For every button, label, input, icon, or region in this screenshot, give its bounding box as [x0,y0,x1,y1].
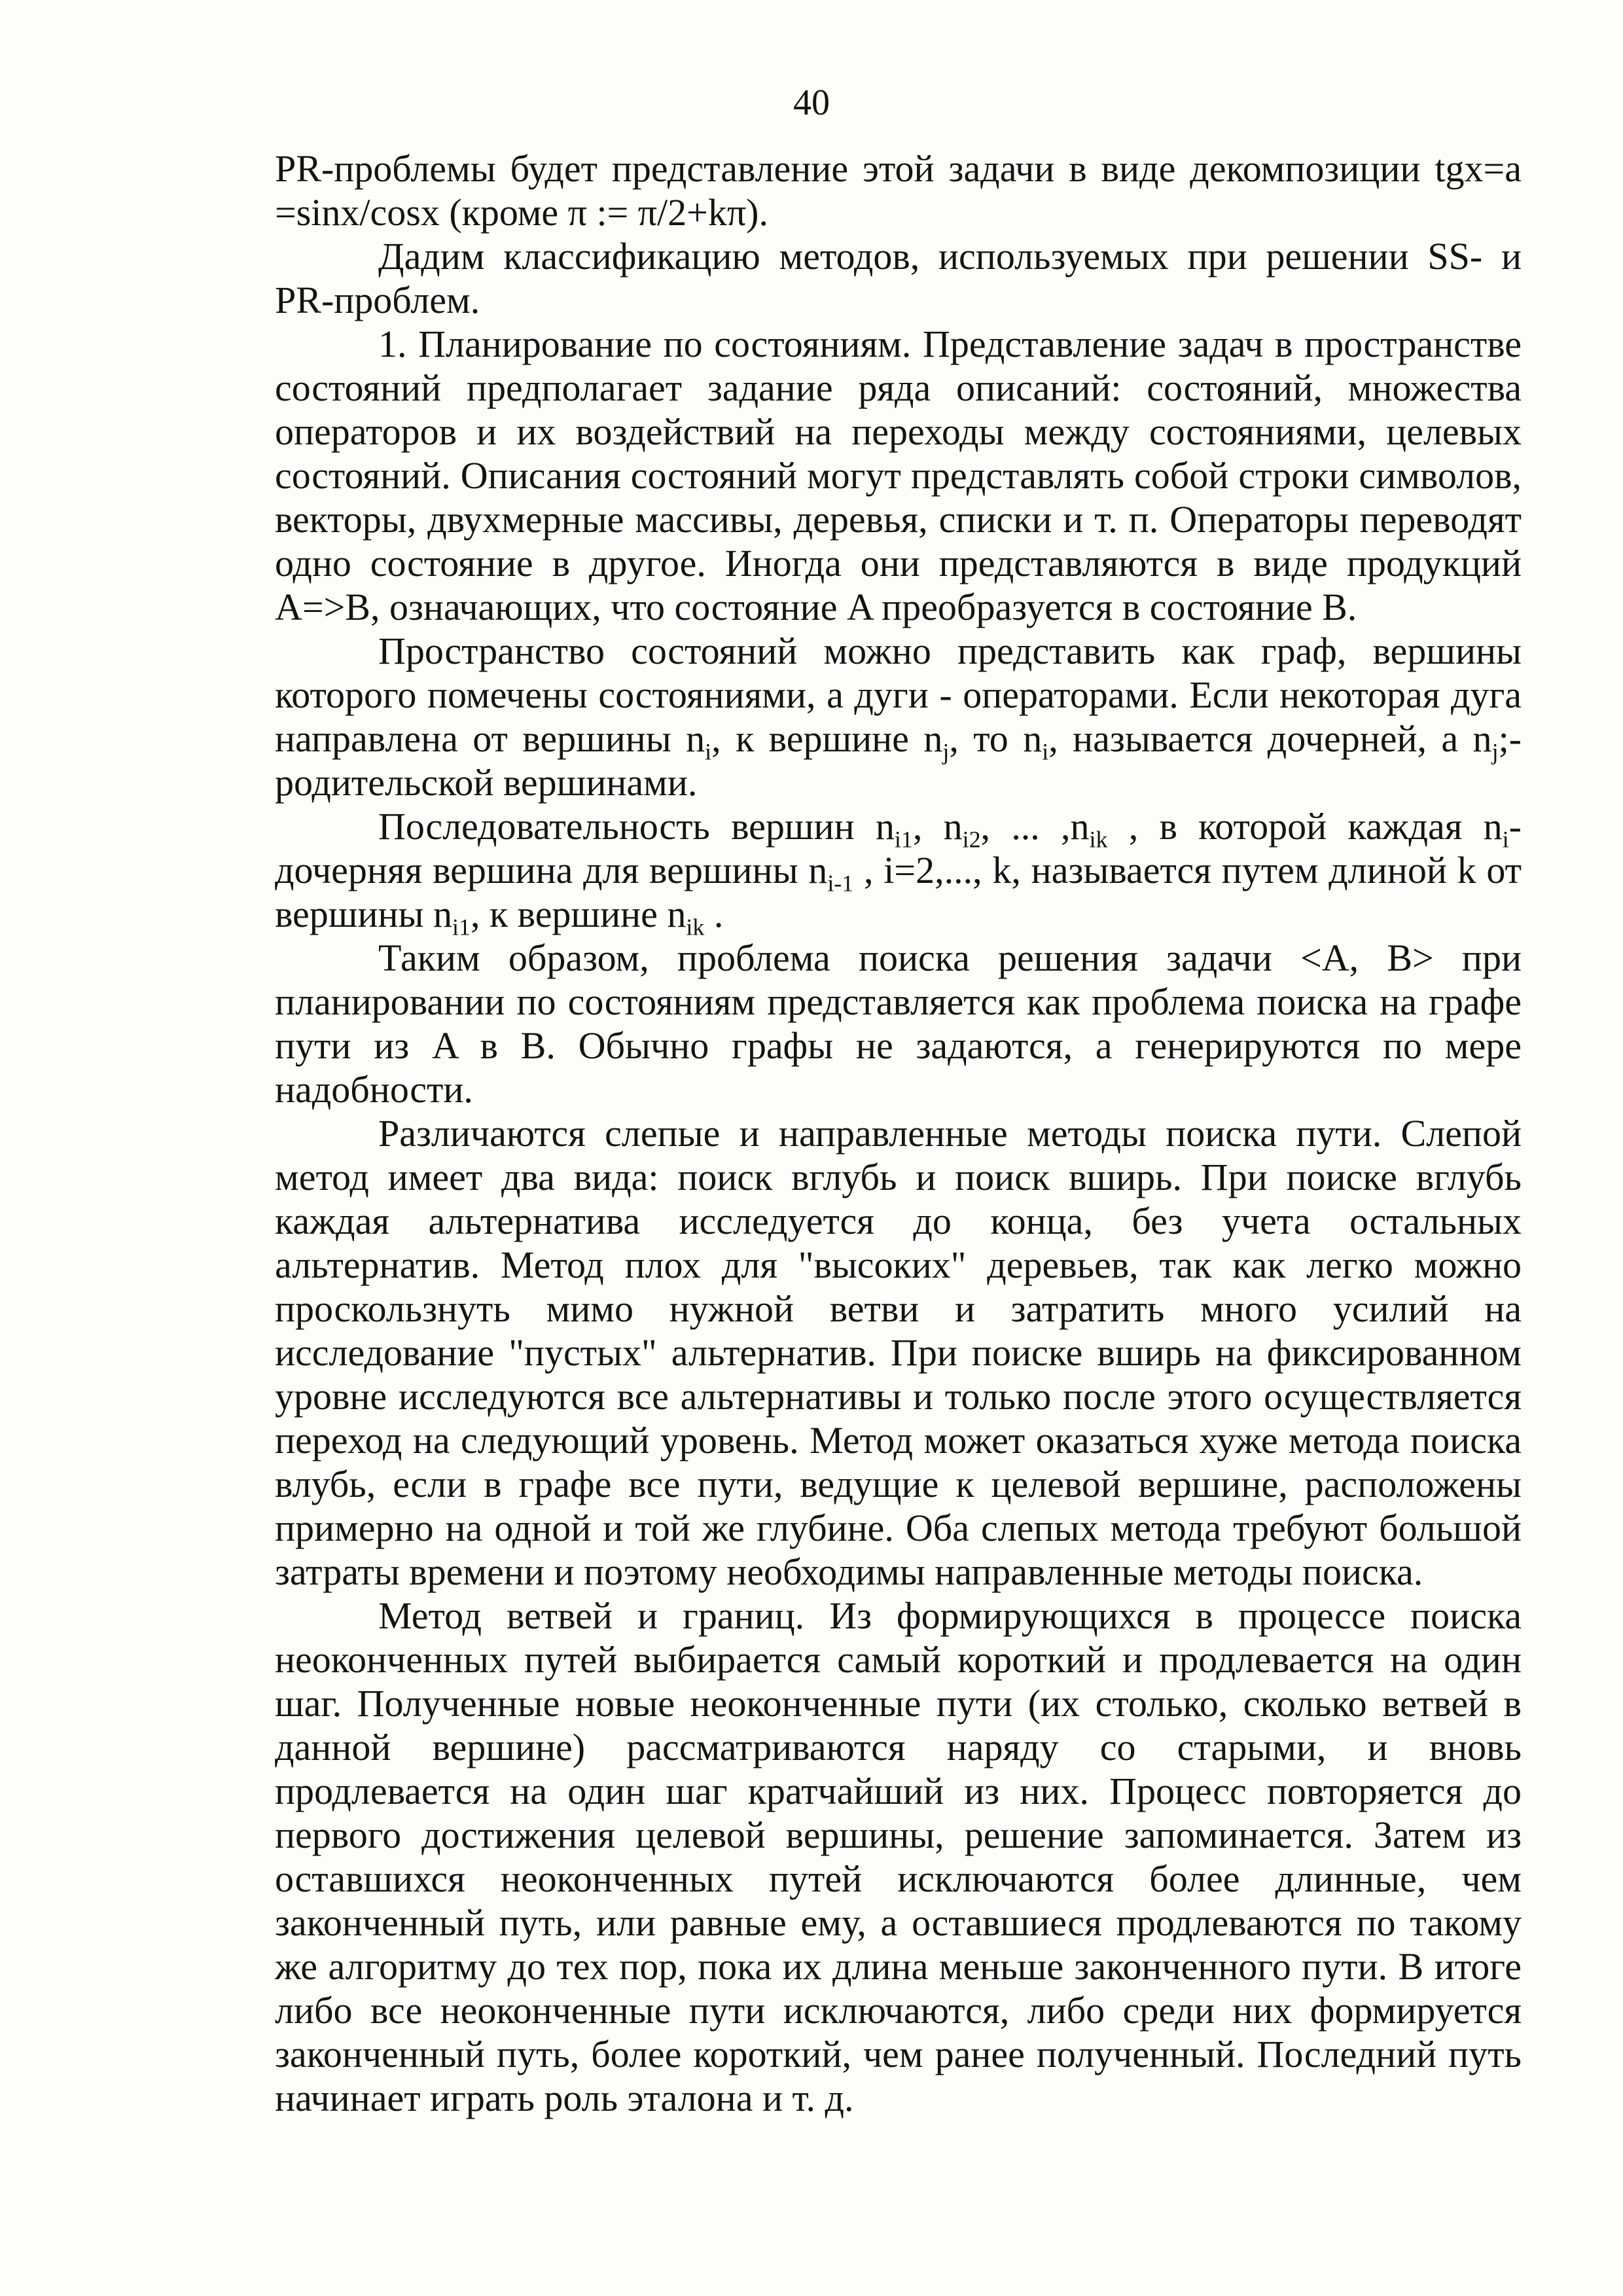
subscript-text: i [1502,826,1509,853]
subscript-text: j [1491,738,1499,765]
paragraph: PR-проблемы будет представление этой задачи в виде декомпозиции tgx=a =sinx/cosx (кроме π := π/2+kπ). [275,147,1522,234]
subscript-text: i [1042,738,1049,765]
text-body [275,147,1522,2120]
paragraph: Дадим классификацию методов, используемых при решении SS- и PR-проблем. [275,235,1522,321]
subscript-text: i-1 [827,870,854,897]
subscript-text: j [942,738,950,765]
subscript-text: ik [1089,826,1108,853]
subscript-text: i1 [894,826,913,853]
paragraph: Таким образом, проблема поиска решения задачи <A, B> при планировании по состояниям представляется как проблема поиска на графе пути из A в B. Обычно графы не задаются, а генерируются по мере надобности. [275,937,1522,1111]
subscript-text: i2 [962,826,981,853]
paragraph: Различаются слепые и направленные методы поиска пути. Слепой метод имеет два вида: поиск вглубь и поиск вширь. При поиске вглубь каждая альтернатива исследуется до конца, без учета остальных альтернатив. Метод плох для "высоких" деревьев, так как легко можно проскользнуть мимо нужной ветви и затратить много усилий на исследование "пустых" альтернатив. При поиске вширь на фиксированном уровне исследуются все альтернативы и только после этого осуществляется переход на следующий уровень. Метод может оказаться хуже метода поиска влубь, если в графе все пути, ведущие к целевой вершине, расположены примерно на одной и той же глубине. Оба слепых метода требуют большой затраты времени и поэтому необходимы направленные методы поиска. [275,1112,1522,1593]
paragraph: Метод ветвей и границ. Из формирующихся в процессе поиска неоконченных путей выбирается самый короткий и продлевается на один шаг. Полученные новые неоконченные пути (их столько, сколько ветвей в данной вершине) рассматриваются наряду со старыми, и вновь продлевается на один шаг кратчайший из них. Процесс повторяется до первого достижения целевой вершины, решение запоминается. Затем из оставшихся неоконченных путей исключаются более длинные, чем законченный путь, или равные ему, а оставшиеся продлеваются по такому же алгоритму до тех пор, пока их длина меньше законченного пути. В итоге либо все неоконченные пути исключаются, либо среди них формируется законченный путь, более короткий, чем ранее полученный. Последний путь начинает играть роль эталона и т. д. [275,1594,1522,2119]
paragraph: Пространство состояний можно представить как граф, вершины которого помечены состояниями, а дуги - операторами. Если некоторая дуга направлена от вершины $n_i$, к вершине $n_j$, то $n_i$, называется дочерней, а $n_j;-$ родительской вершинами. [275,630,1522,804]
subscript-text: ik [686,914,705,941]
subscript-text: i [705,738,712,765]
page-number: 40 [793,82,830,123]
paragraph: 1. Планирование по состояниям. Представление задач в пространстве состояний предполагает задание ряда описаний: состояний, множества операторов и их воздействий на переходы между состояниями, целевых состояний. Описания состояний могут представлять собой строки символов, векторы, двухмерные массивы, деревья, списки и т. п. Операторы переводят одно состояние в другое. Иногда они представляются в виде продукций A=>B, означающих, что состояние A преобразуется в состояние B. [275,323,1522,628]
subscript-text: i1 [452,914,471,941]
paragraph: Последовательность вершин $n_{i1}$, $n_{i2}$, ... $,n_{ik}$ , в которой каждая $n_i$-дочерняя вершина для вершины $n_{i-1}$ , i=2,..., k, называется путем длиной k от вершины $n_{i1}$, к вершине $n_{ik}$ . [275,805,1522,941]
